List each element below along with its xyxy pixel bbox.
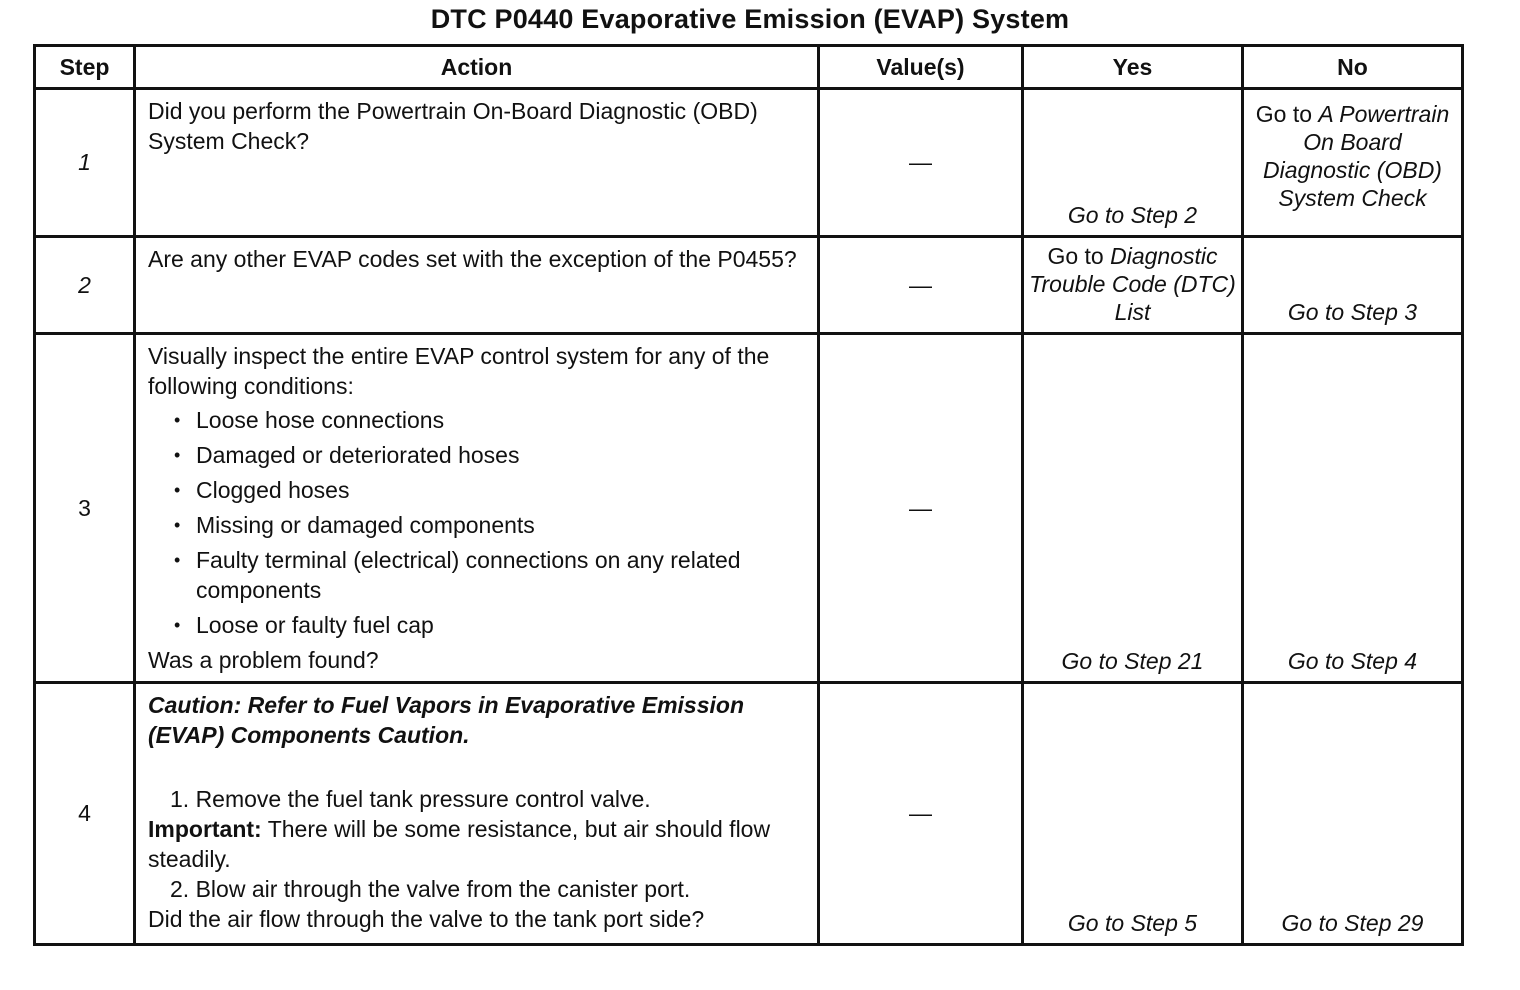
no-cell: Go to Step 4 <box>1243 334 1463 683</box>
table-header-row <box>35 46 1463 89</box>
step-number: 4 <box>35 683 135 945</box>
no-cell: Go to Step 3 <box>1243 237 1463 334</box>
table-row-step-3 <box>35 334 1463 683</box>
no-cell: Go to Step 29 <box>1243 683 1463 945</box>
action-cell <box>135 89 819 237</box>
no-cell <box>1243 89 1463 237</box>
header-yes: Yes <box>1023 46 1243 89</box>
no-prefix: Go to <box>1255 101 1319 127</box>
yes-prefix: Go to <box>1047 243 1111 269</box>
yes-cell: Go to Step 2 <box>1023 89 1243 237</box>
table-row-step-2 <box>35 237 1463 334</box>
yes-cell: Go to Step 21 <box>1023 334 1243 683</box>
yes-link-text: Diagnostic Trouble Code (DTC) List <box>1029 243 1236 325</box>
header-action: Action <box>135 46 819 89</box>
action-cell <box>135 334 819 683</box>
document-title: DTC P0440 Evaporative Emission (EVAP) System <box>430 4 1070 34</box>
action-text: Did you perform the Powertrain On-Board Diagnostic (OBD) System Check? <box>148 98 758 154</box>
no-link-text: A Powertrain On Board Diagnostic (OBD) System Check <box>1263 101 1450 211</box>
instruction-step-2: 2. Blow air through the valve from the canister port. <box>170 876 691 902</box>
header-values: Value(s) <box>819 46 1023 89</box>
step-number: 3 <box>35 334 135 683</box>
header-no: No <box>1243 46 1463 89</box>
action-cell <box>135 683 819 945</box>
instruction-step-1: 1. Remove the fuel tank pressure control valve. <box>170 786 651 812</box>
list-item: • Clogged hoses <box>148 475 807 505</box>
table-row-step-1 <box>35 89 1463 237</box>
important-note <box>148 814 807 874</box>
value-cell: — <box>819 237 1023 334</box>
action-intro: Visually inspect the entire EVAP control system for any of the following conditions: <box>148 343 770 399</box>
list-item: • Missing or damaged components <box>148 510 807 540</box>
caution-text: Caution: Refer to Fuel Vapors in Evaporative Emission (EVAP) Components Caution. <box>148 692 744 748</box>
value-cell: — <box>819 89 1023 237</box>
dtc-table <box>33 44 1464 946</box>
list-item: • Loose hose connections <box>148 405 807 435</box>
list-item: • Faulty terminal (electrical) connections on any related components <box>148 545 807 605</box>
action-cell <box>135 237 819 334</box>
list-item: • Loose or faulty fuel cap <box>148 610 807 640</box>
important-text: There will be some resistance, but air should flow steadily. <box>148 816 771 872</box>
value-cell: — <box>819 683 1023 945</box>
value-cell: — <box>819 334 1023 683</box>
table-row-step-4 <box>35 683 1463 945</box>
step-number: 2 <box>35 237 135 334</box>
list-item: • Damaged or deteriorated hoses <box>148 440 807 470</box>
condition-list <box>148 405 807 640</box>
header-step: Step <box>35 46 135 89</box>
action-question: Was a problem found? <box>148 647 379 673</box>
action-question: Did the air flow through the valve to the tank port side? <box>148 906 705 932</box>
action-text: Are any other EVAP codes set with the exception of the P0455? <box>148 246 797 272</box>
yes-cell: Go to Step 5 <box>1023 683 1243 945</box>
important-label: Important: <box>148 816 262 842</box>
yes-cell <box>1023 237 1243 334</box>
step-number: 1 <box>35 89 135 237</box>
